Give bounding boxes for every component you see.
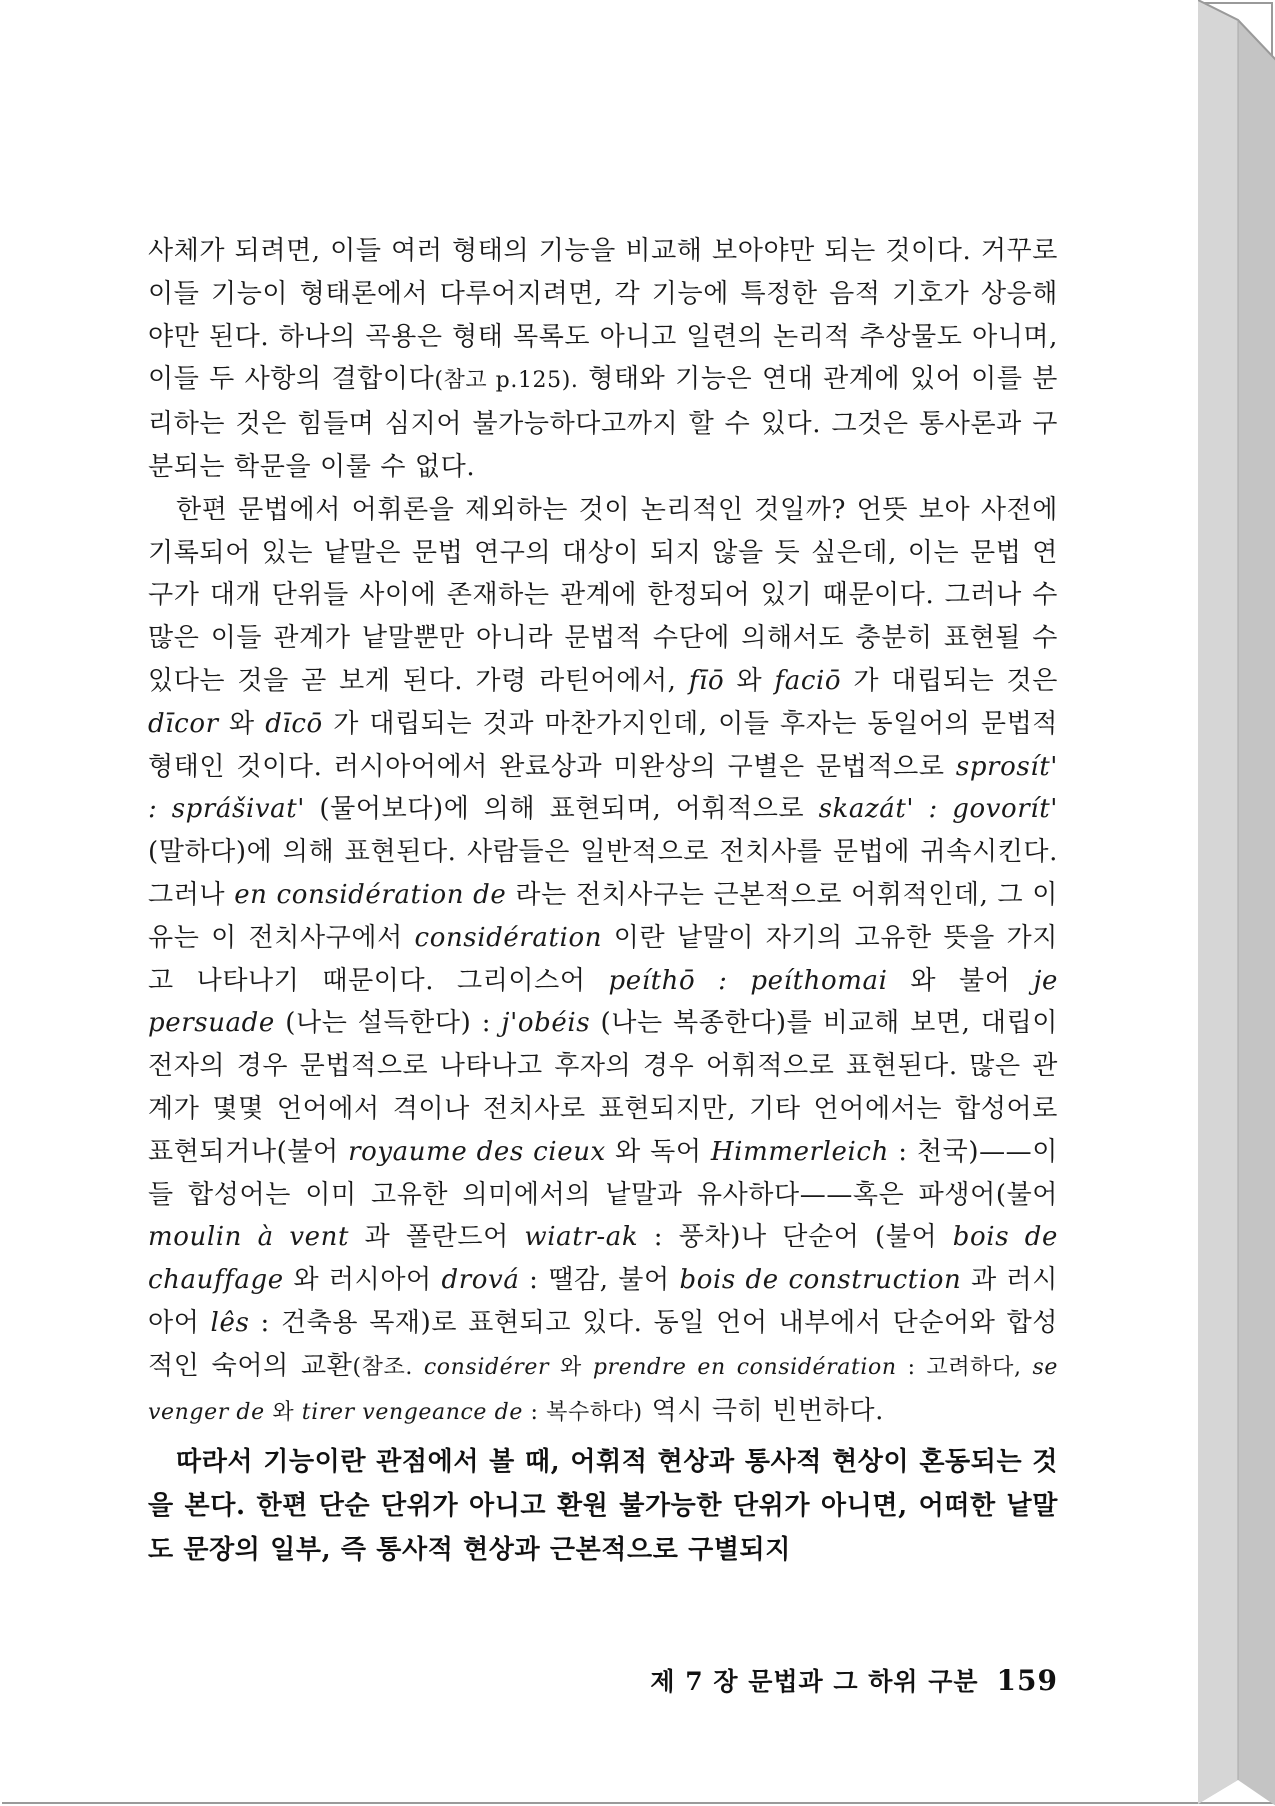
page-number: 159 [996,1664,1058,1697]
italic-term: skazát' : govorít' [818,794,1058,825]
italic-term: dīcor [148,708,219,739]
text-run: 가 대립되는 것은 [841,665,1058,696]
italic-term: peíthō : peíthomai [608,965,888,996]
text-run: 따라서 기능이란 관점에서 볼 때, 어휘적 현상과 통사적 현상이 혼동되는 것을 본다. 한편 단순 단위가 아니고 환원 불가능한 단위가 아니면, 어떠한 낱말도 문장의 일부, 즉 통사적 현상과 근본적으로 구별되지 [148,1447,1058,1566]
italic-term: bois de construction [679,1265,962,1296]
text-run: : 고려하다, [896,1354,1033,1380]
chapter-title: 제 7 장 문법과 그 하위 구분 [650,1667,979,1696]
italic-term: wiatr-ak [524,1222,639,1253]
italic-term: sprosít' : sprášivat' [148,751,1058,825]
text-run: 와 러시아어 [283,1265,442,1296]
text-run: 와 [549,1354,593,1380]
italic-term: en considération de [234,879,507,910]
text-run: : 풍차)나 단순어 (불어 [638,1222,953,1253]
paragraph-p2 [148,489,1058,1435]
text-run: 형태와 기능은 연대 관계에 있어 이를 분리하는 것은 힘들며 심지어 불가능하다고까지 할 수 있다. 그것은 통사론과 구분되는 학문을 이룰 수 없다. [148,364,1059,482]
text-run: : 복수하다) [522,1399,643,1425]
italic-term: dīcō [265,708,323,739]
text-run: 와 불어 [887,965,1034,996]
italic-term: Himmerleich [710,1136,889,1167]
italic-term: se venger de [148,1354,1059,1425]
italic-term: bois de chauffage [148,1222,1058,1296]
running-footer [638,1662,1058,1698]
text-run: 사체가 되려면, 이들 여러 형태의 기능을 비교해 보아야만 되는 것이다. 거꾸로 이들 기능이 형태론에서 다루어지려면, 각 기능에 특정한 음적 기호가 상응해야만 된다. 하나의 곡용은 형태 목록도 아니고 일련의 논리적 추상물도 아니며, 이들 두 사항의 결합이다 [148,236,1058,395]
body-text [148,230,1058,1572]
italic-term: lês [210,1307,250,1338]
text-run: 가 대립되는 것과 마찬가지인데, 이들 후자는 동일어의 문법적 형태인 것이다. 러시아어에서 완료상과 미완상의 구별은 문법적으로 [148,708,1059,782]
text-run: 과 러시아어 [148,1265,1058,1338]
text-run: (참고 p.125). [434,368,579,394]
italic-term: considération [414,922,603,953]
italic-term: faciō [774,665,842,696]
italic-term: j'obéis [501,1008,591,1039]
text-run: : 땔감, 불어 [519,1265,680,1296]
text-run: (나는 설득한다) : [274,1008,502,1039]
text-run: 와 [264,1399,302,1425]
text-run: (참조. [352,1354,424,1380]
page-edge-shadow [1198,0,1275,1806]
text-run: 와 [218,708,266,739]
text-run: (나는 복종한다)를 비교해 보면, 대립이 전자의 경우 문법적으로 나타나고 후자의 경우 어휘적으로 표현된다. 많은 관계가 몇몇 언어에서 격이나 전치사로 표현되지만, 기타 언어에서는 합성어로 표현되거나(불어 [148,1008,1058,1167]
text-run: 과 폴란드어 [349,1222,525,1253]
italic-term: considérer [423,1354,550,1380]
italic-term: royaume des cieux [348,1136,606,1167]
text-run: : 건축용 목재)로 표현되고 있다. 동일 언어 내부에서 단순어와 합성적인 숙어의 교환 [148,1307,1059,1381]
paragraph-p3 [148,1440,1058,1572]
text-run: 와 독어 [605,1136,711,1167]
book-page [2,2,1198,1802]
italic-term: drová [441,1265,520,1296]
text-run: (물어보다)에 의해 표현되며, 어휘적으로 [305,794,819,825]
text-run: 라는 전치사구는 근본적으로 어휘적인데, 그 이유는 이 전치사구에서 [148,879,1058,953]
text-run: 한편 문법에서 어휘론을 제외하는 것이 논리적인 것일까? 언뜻 보아 사전에 기록되어 있는 낱말은 문법 연구의 대상이 되지 않을 듯 싶은데, 이는 문법 연구가 대개 단위들 사이에 존재하는 관계에 한정되어 있기 때문이다. 그러나 수 많은 이들 관계가 낱말뿐만 아니라 문법적 수단에 의해서도 충분히 표현될 수 있다는 것을 곧 보게 된다. 가령 라틴어에서, [148,494,1058,696]
italic-term: moulin à vent [148,1222,350,1253]
text-run: : 천국)——이들 합성어는 이미 고유한 의미에서의 낱말과 유사하다——혹은 파생어(불어 [148,1136,1058,1210]
text-run: 역시 극히 빈번하다. [642,1395,884,1426]
paragraph-p1 [148,230,1058,489]
italic-term: tirer vengeance de [301,1399,523,1425]
italic-term: je persuade [148,965,1058,1039]
text-run: 와 [724,665,775,696]
text-run: (말하다)에 의해 표현된다. 사람들은 일반적으로 전치사를 문법에 귀속시킨다. 그러나 [148,837,1058,910]
text-run: 이란 낱말이 자기의 고유한 뜻을 가지고 나타나기 때문이다. 그리이스어 [148,922,1058,996]
italic-term: fīō [688,665,725,696]
italic-term: prendre en considération [592,1354,897,1380]
